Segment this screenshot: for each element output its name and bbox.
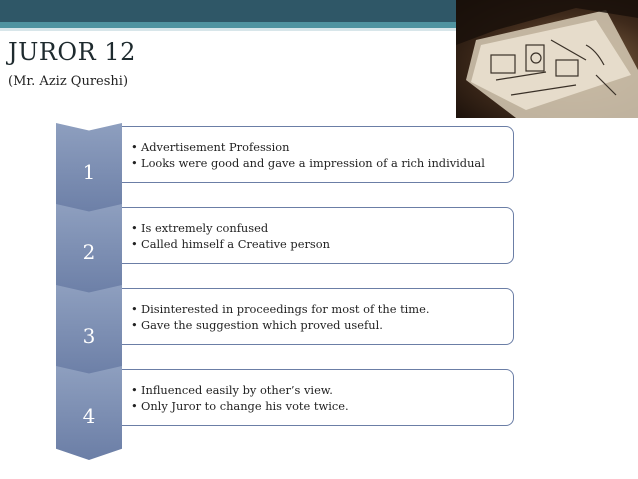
bullet-text: Gave the suggestion which proved useful.	[141, 318, 383, 332]
step-box	[122, 369, 514, 426]
top-bar-line	[0, 28, 460, 31]
step-bullet-item	[131, 382, 349, 398]
step-bullet-item	[131, 236, 330, 252]
step-bullet-item	[131, 301, 429, 317]
bullet-text: Influenced easily by other’s view.	[141, 383, 333, 397]
step-bullet-item	[131, 317, 429, 333]
step-number: 2	[82, 240, 96, 264]
step-bullet-item	[131, 398, 349, 414]
step-bullet-item	[131, 155, 485, 171]
bullet-icon: •	[131, 318, 138, 332]
bullet-icon: •	[131, 237, 138, 251]
bullet-icon: •	[131, 302, 138, 316]
bullet-text: Looks were good and gave a impression of a rich individual	[141, 156, 485, 170]
bullet-text: Called himself a Creative person	[141, 237, 330, 251]
bullet-text: Is extremely confused	[141, 221, 269, 235]
slide-title: JUROR 12	[8, 38, 136, 66]
bullet-icon: •	[131, 399, 138, 413]
step-box	[122, 126, 514, 183]
bullet-text: Disinterested in proceedings for most of the time.	[141, 302, 430, 316]
step-bullet-item	[131, 139, 485, 155]
bullet-icon: •	[131, 383, 138, 397]
bullet-icon: •	[131, 140, 138, 154]
sketch-photo	[456, 0, 638, 118]
top-bar	[0, 0, 460, 22]
bullet-icon: •	[131, 221, 138, 235]
step-number: 4	[82, 404, 96, 428]
bullet-text: Advertisement Profession	[141, 140, 290, 154]
bullet-icon: •	[131, 156, 138, 170]
step-box	[122, 288, 514, 345]
slide-subtitle: (Mr. Aziz Qureshi)	[8, 74, 129, 89]
step-number: 1	[82, 160, 96, 184]
step-box	[122, 207, 514, 264]
step-bullet-item	[131, 220, 330, 236]
step-number: 3	[82, 324, 96, 348]
bullet-text: Only Juror to change his vote twice.	[141, 399, 349, 413]
